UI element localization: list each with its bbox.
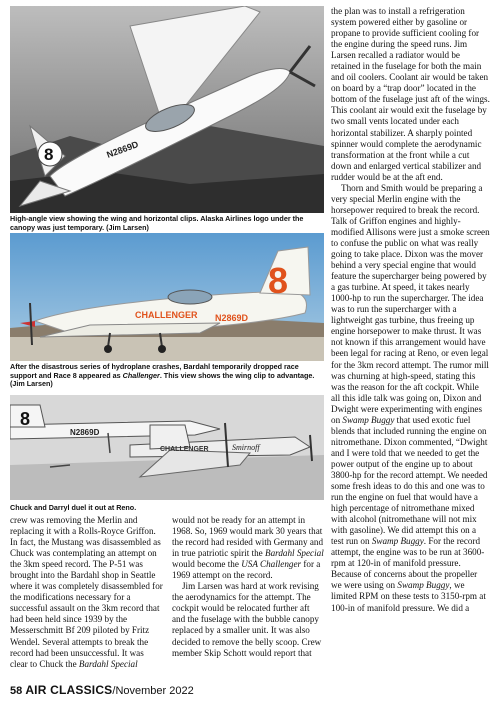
photo-overhead-racer	[10, 6, 324, 213]
photo-challenger-side	[10, 233, 324, 361]
col2-text-b: would become the	[172, 559, 242, 570]
col3-text-c: . For the record attempt, the engine was to be run at 3600-rpm at 120-in of manifold pressure. Because of concerns about the propeller we were using on	[331, 536, 485, 591]
col2-text-c: for a 1969 attempt on the record.	[172, 559, 321, 581]
photo-racers-duel	[10, 395, 324, 500]
caption-photo-2	[10, 363, 325, 389]
issue-date: /November 2022	[112, 685, 194, 697]
col3-emphasis-2: Swamp Buggy	[371, 536, 424, 547]
body-column-3	[331, 6, 490, 614]
caption-photo-3: Chuck and Darryl duel it out at Reno.	[10, 503, 137, 512]
tail-number-8: 8	[268, 260, 289, 301]
caption-photo-1: High-angle view showing the wing and horizontal clips. Alaska Airlines logo under the canopy was just temporary. (Jim Larsen)	[10, 214, 304, 232]
col3-emphasis-3: Swamp Buggy	[397, 580, 450, 591]
caption-2-text-a: After the disastrous series of hydroplane crashes, Bardahl temporarily dropped race support and Race 8 appeared as	[10, 362, 299, 380]
col3-emphasis-1: Swamp Buggy	[342, 414, 395, 425]
col2-paragraph-2: Jim Larsen was hard at work revising the aerodynamics for the attempt. The cockpit would be relocated further aft and the fuselage with the bubble canopy replaced by a smaller unit. It was also decided to remove the belly scoop. Crew member Skip Schott would report that	[172, 581, 322, 658]
col2-text-a: would not be ready for an attempt in 1968. So, 1969 would mark 30 years that the record had resided with Germany and in true patriotic spirit the	[172, 515, 324, 559]
col1-text: crew was removing the Merlin and replacing it with a Rolls-Royce Griffon. In fact, the Mustang was disassembled as Chuck was contemplating an attempt on the 3km speed record. The P-51 was brought into the Bardahl shop in Seattle where it was completely disassembled for the modifications necessary for a successful assault on the 3km record that had been held since 1939 by the Messerschmitt Bf 209 piloted by Fritz Wendel. Several attempts to break the record had been unsuccessful. It was clear to Chuck the	[10, 515, 163, 669]
col3-text-d: , we limited RPM on these tests to 3150-rpm at 100-in of manifold pressure. We did a	[331, 580, 486, 613]
body-column-2	[172, 515, 324, 659]
challenger-lettering-duel: CHALLENGER	[160, 446, 209, 453]
registration-text-3: N2869D	[70, 428, 100, 437]
race-number-8-duel: 8	[20, 409, 31, 429]
col3-paragraph-2	[331, 183, 490, 614]
col3-text-a: Thorn and Smith would be preparing a very special Merlin engine with the horsepower required to break the record. Talk of Griffon engines and highly-modified Allisons were just a smoke screen to confuse the public on what was really going to take place. Dixon was the mover behind a very special engine that would feature the supercharger being powered by a gas turbine. At speed, it takes nearly 1000-hp to run the supercharger. The idea was to run the supercharger with a lightweight gas turbine, thus freeing up engine horsepower to make thrust. It was not known if this arrangement would have been legal for racing at Reno, or even legal for the 3km record attempt. The rumor mill was churning at high-speed, stating this was the reason for the aft cockpit. While all this idle talk was going on, Dixon and Dwight were experimenting with engines on	[331, 182, 490, 425]
registration-text: N2869D	[105, 139, 140, 160]
caption-2-emphasis: Challenger	[122, 370, 160, 380]
caption-2-text-b: . This view shows the wing clip to advantage. (Jim Larsen)	[10, 370, 315, 389]
page-footer	[10, 683, 194, 697]
magazine-title: AIR CLASSICS	[25, 683, 113, 697]
registration-text-2: N2869D	[215, 313, 249, 323]
col1-emphasis: Bardahl Special	[78, 658, 138, 669]
smirnoff-lettering: Smirnoff	[232, 443, 260, 452]
col1-paragraph-1	[10, 515, 163, 670]
col2-emphasis-2: USA Challenger	[241, 559, 302, 570]
page-number: 58	[10, 685, 23, 697]
col3-text-b: that used exotic fuel blends that included running the engine on nitromethane. Dixon commented, “Dwight and I were told that we needed to get the power output of the engine up to about 3800-hp for the record attempt. We needed some fresh ideas to do this and one was to run the engine on fuel that would have a high percentage of nitromethane mixed with alcohol (nitromethane will not mix with gasoline). We did attempt this on a test run on	[331, 414, 488, 547]
challenger-lettering: CHALLENGER	[135, 310, 198, 320]
body-column-1	[10, 515, 163, 670]
col3-paragraph-1: the plan was to install a refrigeration system powered either by gasoline or propane to provide sufficient cooling for the engine during the speed runs. Jim Larsen recalled a radiator would be retained in the fuselage for both the main and oil coolers. Coolant air would be taken on board by a “trap door” located in the bottom of the fuselage just aft of the wings. This coolant air would exit the fuselage by two small vents located under each horizontal stabilizer. A sharply pointed spinner would complete the aerodynamic transformation at the front while a cut down and enlarged vertical stabilizer and rudder would be at the aft end.	[331, 6, 490, 182]
race-number-8: 8	[44, 145, 54, 164]
col2-paragraph-1	[172, 515, 324, 581]
col2-emphasis-1: Bardahl Special	[265, 548, 324, 559]
